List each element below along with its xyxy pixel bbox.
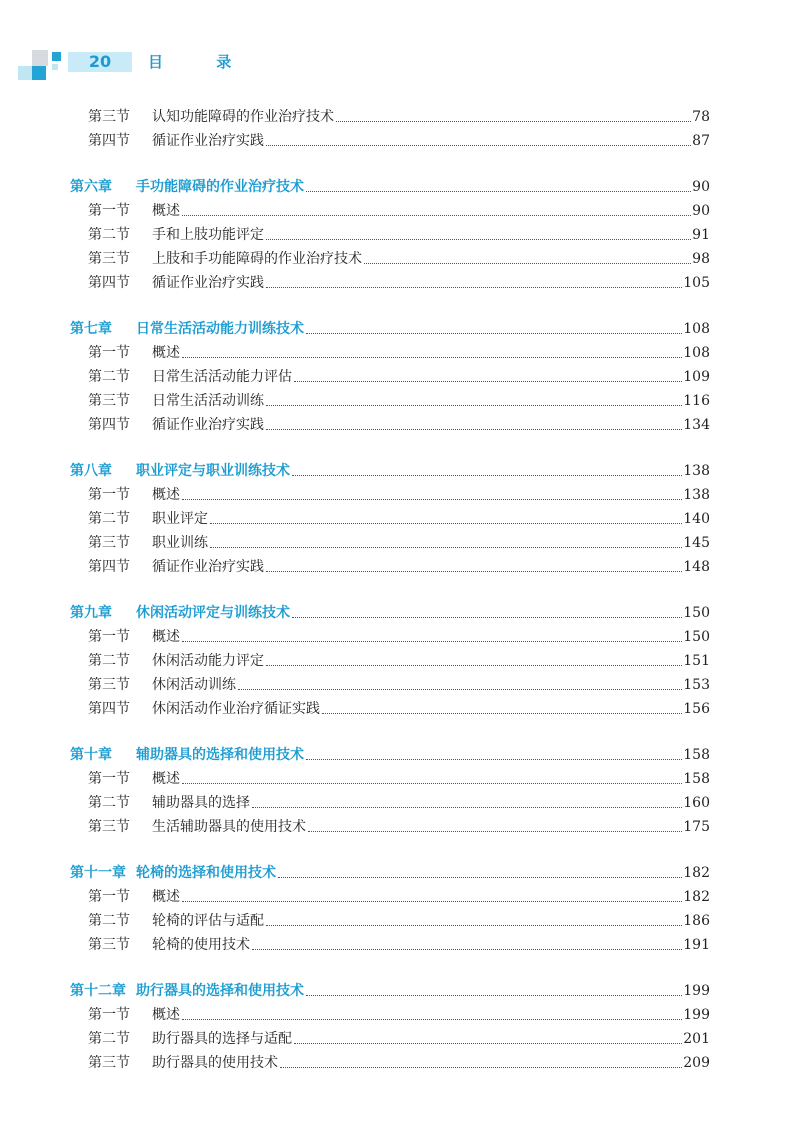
toc-entry-page: 108: [683, 345, 710, 361]
toc-entry-title: 循证作业治疗实践: [152, 133, 264, 149]
toc-section-row[interactable]: [70, 791, 710, 815]
toc-entry-title: 轮椅的使用技术: [152, 937, 250, 953]
dot-leader: [182, 214, 691, 216]
toc-entry-label: 第二节: [88, 795, 130, 811]
toc-entry-title: 循证作业治疗实践: [152, 275, 264, 291]
toc-entry-label: 第十章: [70, 747, 112, 763]
toc-entry-label: 第一节: [88, 345, 130, 361]
toc-entry-title: 认知功能障碍的作业治疗技术: [152, 109, 334, 125]
dot-leader: [238, 688, 682, 690]
toc-entry-page: 116: [683, 393, 710, 409]
toc-section-row[interactable]: [70, 365, 710, 389]
toc-section-row[interactable]: [70, 933, 710, 957]
toc-section-row[interactable]: [70, 767, 710, 791]
page-title: 目 录: [148, 53, 256, 71]
toc-entry-label: 第四节: [88, 417, 130, 433]
dot-leader: [266, 664, 682, 666]
toc-chapter-row[interactable]: [70, 459, 710, 483]
toc-entry-label: 第二节: [88, 511, 130, 527]
toc-entry-title: 休闲活动训练: [152, 677, 236, 693]
toc-entry-title: 概述: [152, 203, 180, 219]
toc-entry-title: 概述: [152, 1007, 180, 1023]
toc-entry-title: 助行器具的选择和使用技术: [136, 983, 304, 999]
toc-entry-title: 概述: [152, 487, 180, 503]
toc-entry-label: 第二节: [88, 1031, 130, 1047]
toc-entry-page: 158: [683, 747, 710, 763]
toc-section-row[interactable]: [70, 341, 710, 365]
toc-entry-page: 109: [683, 369, 710, 385]
dot-leader: [266, 404, 682, 406]
toc-section-row[interactable]: [70, 507, 710, 531]
dot-leader: [294, 1042, 682, 1044]
toc-entry-label: 第六章: [70, 179, 112, 195]
toc-entry-title: 轮椅的选择和使用技术: [136, 865, 276, 881]
toc-entry-page: 153: [683, 677, 710, 693]
toc-entry-title: 循证作业治疗实践: [152, 559, 264, 575]
toc-entry-title: 概述: [152, 629, 180, 645]
toc-spacer: [70, 839, 710, 861]
toc-spacer: [70, 295, 710, 317]
toc-entry-label: 第一节: [88, 203, 130, 219]
dot-leader: [266, 144, 691, 146]
toc-section-row[interactable]: [70, 649, 710, 673]
toc-entry-label: 第四节: [88, 275, 130, 291]
dot-leader: [278, 876, 682, 878]
toc-entry-page: 209: [683, 1055, 710, 1071]
dot-leader: [182, 640, 682, 642]
toc-entry-title: 职业评定与职业训练技术: [136, 463, 290, 479]
dot-leader: [308, 830, 682, 832]
toc-entry-page: 78: [692, 109, 710, 125]
toc-entry-page: 182: [683, 865, 710, 881]
toc-entry-page: 158: [683, 771, 710, 787]
toc-entry-page: 201: [683, 1031, 710, 1047]
toc-entry-label: 第三节: [88, 109, 130, 125]
decorative-square: [32, 50, 48, 66]
toc-entry-page: 87: [692, 133, 710, 149]
toc-section-row[interactable]: [70, 885, 710, 909]
toc-entry-title: 辅助器具的选择和使用技术: [136, 747, 304, 763]
toc-entry-label: 第二节: [88, 913, 130, 929]
toc-spacer: [70, 153, 710, 175]
toc-chapter-row[interactable]: [70, 861, 710, 885]
toc-entry-label: 第一节: [88, 1007, 130, 1023]
decorative-square: [52, 52, 61, 61]
toc-chapter-row[interactable]: [70, 317, 710, 341]
toc-entry-title: 概述: [152, 345, 180, 361]
dot-leader: [252, 948, 682, 950]
toc-entry-title: 生活辅助器具的使用技术: [152, 819, 306, 835]
toc-entry-page: 150: [683, 605, 710, 621]
dot-leader: [266, 570, 682, 572]
toc-entry-title: 日常生活活动训练: [152, 393, 264, 409]
toc-spacer: [70, 437, 710, 459]
toc-entry-page: 140: [683, 511, 710, 527]
toc-entry-page: 151: [683, 653, 710, 669]
toc-chapter-row[interactable]: [70, 743, 710, 767]
toc-entry-label: 第三节: [88, 251, 130, 267]
toc-section-row[interactable]: [70, 483, 710, 507]
toc-chapter-row[interactable]: [70, 175, 710, 199]
toc-entry-title: 手功能障碍的作业治疗技术: [136, 179, 304, 195]
dot-leader: [322, 712, 682, 714]
dot-leader: [306, 994, 682, 996]
dot-leader: [336, 120, 691, 122]
toc-entry-page: 186: [683, 913, 710, 929]
toc-entry-page: 98: [692, 251, 710, 267]
toc-entry-page: 148: [683, 559, 710, 575]
dot-leader: [294, 380, 682, 382]
dot-leader: [364, 262, 691, 264]
toc-entry-title: 助行器具的使用技术: [152, 1055, 278, 1071]
toc-entry-page: 91: [692, 227, 710, 243]
toc-entry-label: 第四节: [88, 133, 130, 149]
toc-section-row[interactable]: [70, 1051, 710, 1075]
toc-entry-label: 第二节: [88, 653, 130, 669]
toc-chapter-row[interactable]: [70, 979, 710, 1003]
dot-leader: [280, 1066, 682, 1068]
toc-section-row[interactable]: [70, 199, 710, 223]
toc-entry-title: 职业评定: [152, 511, 208, 527]
toc-entry-page: 108: [683, 321, 710, 337]
toc-entry-label: 第三节: [88, 393, 130, 409]
dot-leader: [292, 616, 682, 618]
toc-spacer: [70, 579, 710, 601]
toc-section-row[interactable]: [70, 247, 710, 271]
dot-leader: [182, 356, 682, 358]
dot-leader: [252, 806, 682, 808]
toc-entry-title: 日常生活活动能力训练技术: [136, 321, 304, 337]
page-header: [0, 0, 800, 90]
toc-entry-label: 第十二章: [70, 983, 126, 999]
decorative-square: [18, 66, 32, 80]
toc-entry-page: 90: [692, 203, 710, 219]
toc-section-row[interactable]: [70, 1003, 710, 1027]
toc-entry-label: 第一节: [88, 487, 130, 503]
toc-section-row[interactable]: [70, 531, 710, 555]
dot-leader: [306, 758, 682, 760]
toc-entry-title: 休闲活动作业治疗循证实践: [152, 701, 320, 717]
dot-leader: [306, 332, 682, 334]
toc-section-row[interactable]: [70, 105, 710, 129]
toc-entry-label: 第二节: [88, 369, 130, 385]
dot-leader: [182, 900, 682, 902]
toc-section-row[interactable]: [70, 271, 710, 295]
dot-leader: [266, 286, 682, 288]
toc-entry-label: 第一节: [88, 889, 130, 905]
toc-entry-page: 156: [683, 701, 710, 717]
toc-entry-label: 第一节: [88, 771, 130, 787]
toc-entry-page: 138: [683, 463, 710, 479]
toc-section-row[interactable]: [70, 697, 710, 721]
toc-entry-title: 助行器具的选择与适配: [152, 1031, 292, 1047]
dot-leader: [210, 522, 682, 524]
toc-section-row[interactable]: [70, 129, 710, 153]
dot-leader: [266, 924, 682, 926]
dot-leader: [182, 1018, 682, 1020]
toc-entry-page: 175: [683, 819, 710, 835]
toc-entry-page: 199: [683, 983, 710, 999]
dot-leader: [306, 190, 691, 192]
toc-entry-page: 160: [683, 795, 710, 811]
toc-entry-label: 第四节: [88, 559, 130, 575]
toc-entry-page: 134: [683, 417, 710, 433]
decorative-square: [52, 64, 58, 70]
toc-entry-title: 休闲活动评定与训练技术: [136, 605, 290, 621]
dot-leader: [182, 498, 682, 500]
toc-section-row[interactable]: [70, 909, 710, 933]
toc-entry-title: 休闲活动能力评定: [152, 653, 264, 669]
toc-chapter-row[interactable]: [70, 601, 710, 625]
toc-entry-label: 第八章: [70, 463, 112, 479]
dot-leader: [266, 428, 682, 430]
toc-entry-page: 150: [683, 629, 710, 645]
decorative-square: [32, 66, 46, 80]
toc-entry-label: 第三节: [88, 677, 130, 693]
toc-entry-title: 概述: [152, 889, 180, 905]
dot-leader: [182, 782, 682, 784]
toc-entry-label: 第七章: [70, 321, 112, 337]
dot-leader: [292, 474, 682, 476]
toc-entry-title: 职业训练: [152, 535, 208, 551]
toc-section-row[interactable]: [70, 625, 710, 649]
toc-entry-title: 循证作业治疗实践: [152, 417, 264, 433]
toc-section-row[interactable]: [70, 413, 710, 437]
toc-entry-title: 概述: [152, 771, 180, 787]
toc-entry-page: 199: [683, 1007, 710, 1023]
page-number: 20: [88, 52, 112, 71]
toc-spacer: [70, 957, 710, 979]
toc-entry-label: 第四节: [88, 701, 130, 717]
toc-entry-title: 轮椅的评估与适配: [152, 913, 264, 929]
toc-entry-label: 第二节: [88, 227, 130, 243]
toc-section-row[interactable]: [70, 223, 710, 247]
toc-entry-label: 第十一章: [70, 865, 126, 881]
toc-section-row[interactable]: [70, 389, 710, 413]
toc-entry-title: 辅助器具的选择: [152, 795, 250, 811]
dot-leader: [266, 238, 691, 240]
toc-section-row[interactable]: [70, 1027, 710, 1051]
toc-entry-page: 191: [683, 937, 710, 953]
toc-entry-page: 182: [683, 889, 710, 905]
toc-spacer: [70, 721, 710, 743]
table-of-contents: [70, 105, 710, 1075]
toc-entry-page: 145: [683, 535, 710, 551]
toc-section-row[interactable]: [70, 815, 710, 839]
toc-entry-page: 90: [692, 179, 710, 195]
toc-entry-label: 第三节: [88, 535, 130, 551]
toc-entry-title: 手和上肢功能评定: [152, 227, 264, 243]
toc-entry-page: 105: [683, 275, 710, 291]
toc-entry-label: 第三节: [88, 1055, 130, 1071]
toc-section-row[interactable]: [70, 555, 710, 579]
toc-section-row[interactable]: [70, 673, 710, 697]
toc-entry-label: 第三节: [88, 937, 130, 953]
toc-entry-title: 上肢和手功能障碍的作业治疗技术: [152, 251, 362, 267]
dot-leader: [210, 546, 682, 548]
toc-entry-label: 第三节: [88, 819, 130, 835]
toc-entry-title: 日常生活活动能力评估: [152, 369, 292, 385]
toc-entry-page: 138: [683, 487, 710, 503]
toc-entry-label: 第一节: [88, 629, 130, 645]
toc-entry-label: 第九章: [70, 605, 112, 621]
